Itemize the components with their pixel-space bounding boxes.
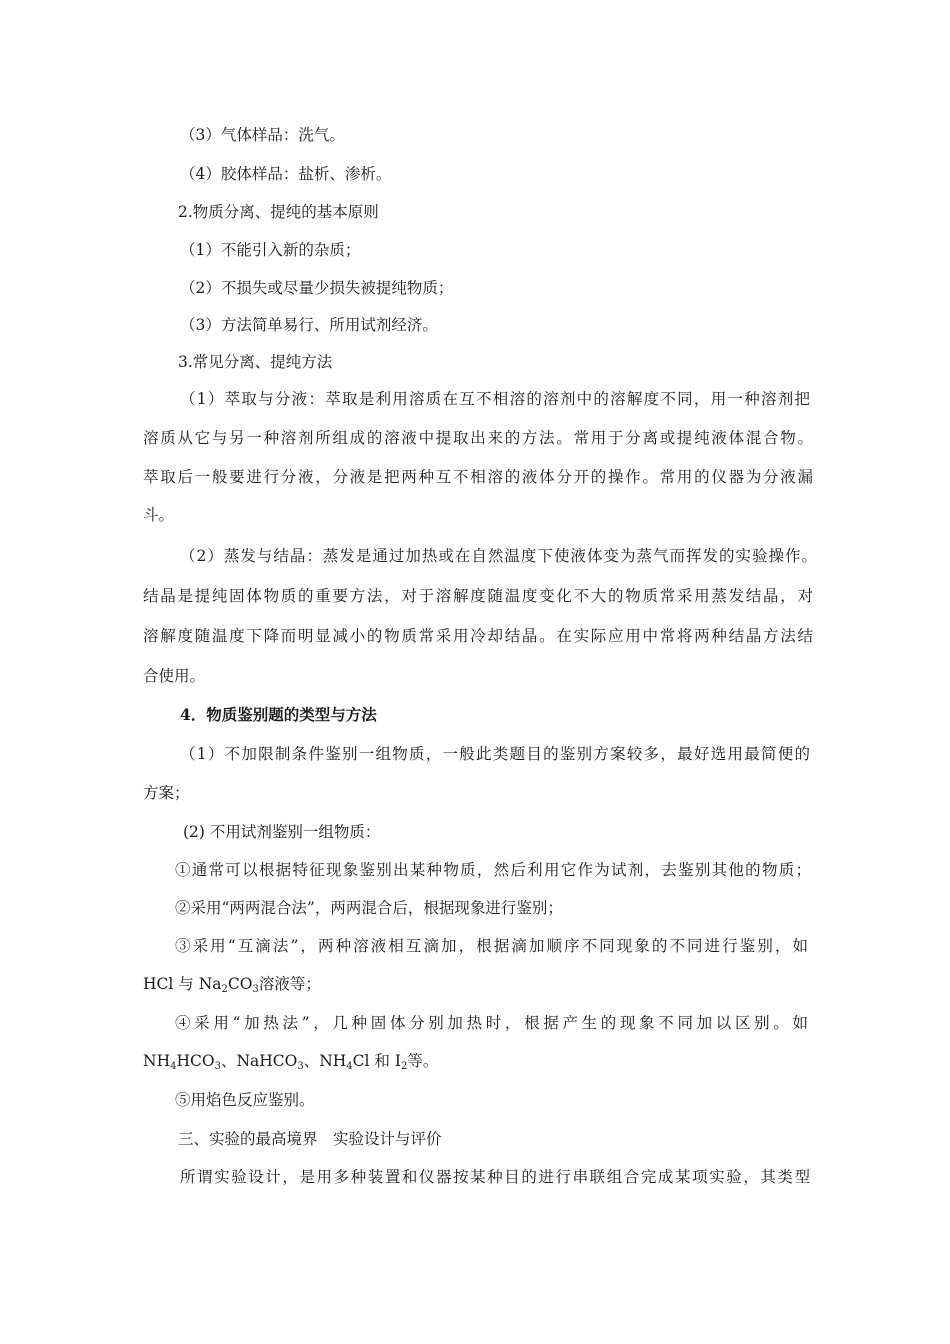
- text-segment: NH: [143, 1052, 171, 1070]
- list-item: ①通常可以根据特征现象鉴别出某种物质，然后利用它作为试剂，去鉴别其他的物质；: [175, 861, 811, 879]
- paragraph-line: 溶质从它与另一种溶剂所组成的溶液中提取出来的方法。常用于分离或提纯液体混合物。: [143, 429, 813, 447]
- paragraph-line: （2）蒸发与结晶：蒸发是通过加热或在自然温度下使液体变为蒸气而挥发的实验操作。: [180, 547, 817, 565]
- paragraph-line: 所谓实验设计，是用多种装置和仪器按某种目的进行串联组合完成某项实验，其类型: [180, 1168, 810, 1186]
- section-heading-main: 三、实验的最高境界 实验设计与评价: [178, 1130, 442, 1148]
- text-line: (2) 不用试剂鉴别一组物质：: [183, 823, 381, 841]
- list-item: ③采用“互滴法”，两种溶液相互滴加，根据滴加顺序不同现象的不同进行鉴别，如: [175, 937, 808, 955]
- text-segment: 、NaHCO: [220, 1052, 298, 1070]
- subscript: 3: [214, 1061, 221, 1072]
- subscript: 4: [170, 1061, 177, 1072]
- text-segment: 、NH: [303, 1052, 347, 1070]
- formula-line: [143, 974, 321, 994]
- subscript: 2: [400, 1061, 408, 1072]
- paragraph-line: 萃取后一般要进行分液，分液是把两种互不相溶的液体分开的操作。常用的仪器为分液漏: [143, 468, 813, 486]
- list-item: ④采用“加热法”，几种固体分别加热时，根据产生的现象不同加以区别。如: [175, 1014, 808, 1032]
- paragraph-line: 结晶是提纯固体物质的重要方法，对于溶解度随温度变化不大的物质常采用蒸发结晶，对: [143, 587, 813, 605]
- paragraph-line: （1）萃取与分液：萃取是利用溶质在互不相溶的溶剂中的溶解度不同，用一种溶剂把: [180, 390, 810, 408]
- paragraph-line: （1）不加限制条件鉴别一组物质，一般此类题目的鉴别方案较多，最好选用最简便的: [180, 745, 810, 763]
- text-segment: Cl 和 I: [352, 1052, 401, 1070]
- text-line: （3）气体样品：洗气。: [180, 126, 345, 144]
- text-segment: 溶液等；: [258, 975, 321, 993]
- text-line: （2）不损失或尽量少损失被提纯物质；: [180, 279, 454, 297]
- paragraph-line: 方案；: [143, 784, 190, 802]
- paragraph-line: 斗。: [143, 506, 175, 524]
- subscript: 2: [221, 984, 228, 995]
- paragraph-line: 溶解度随温度下降而明显减小的物质常采用冷却结晶。在实际应用中常将两种结晶方法结: [143, 627, 813, 645]
- subscript: 3: [297, 1061, 304, 1072]
- section-heading-3: 3.常见分离、提纯方法: [178, 353, 333, 371]
- section-heading-4: 4．物质鉴别题的类型与方法: [180, 705, 377, 724]
- text-segment: HCl 与 Na: [143, 975, 222, 993]
- text-segment: CO: [227, 975, 253, 993]
- text-segment: 等。: [407, 1052, 439, 1070]
- list-item: ②采用“两两混合法”，两两混合后，根据现象进行鉴别；: [175, 899, 563, 917]
- text-line: （1）不能引入新的杂质；: [180, 241, 361, 259]
- text-line: （3）方法简单易行、所用试剂经济。: [180, 316, 438, 334]
- text-segment: HCO: [176, 1052, 215, 1070]
- paragraph-line: 合使用。: [143, 667, 206, 685]
- subscript: 4: [346, 1061, 353, 1072]
- list-item: ⑤用焰色反应鉴别。: [175, 1091, 315, 1109]
- formula-line: [143, 1051, 438, 1071]
- text-line: （4）胶体样品：盐析、渗析。: [180, 165, 392, 183]
- subscript: 3: [252, 984, 259, 995]
- section-heading-2: 2.物质分离、提纯的基本原则: [178, 203, 379, 221]
